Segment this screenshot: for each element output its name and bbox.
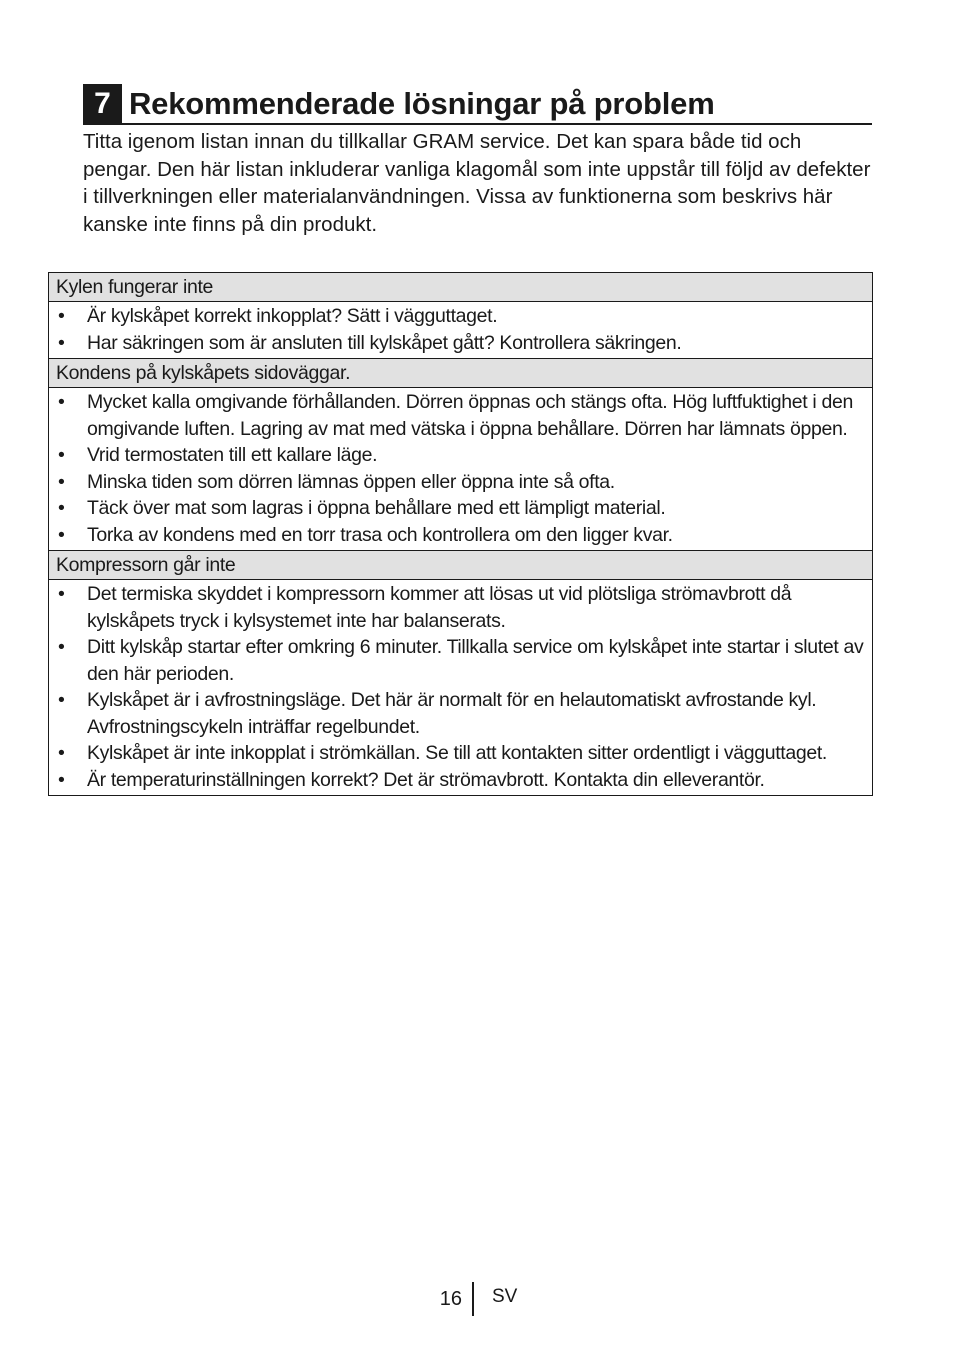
solution-item: • Minska tiden som dörren lämnas öppen eller öppna inte så ofta. bbox=[49, 469, 866, 496]
solution-item: • Är kylskåpet korrekt inkopplat? Sätt i vägguttaget. bbox=[49, 303, 866, 330]
section-title: Rekommenderade lösningar på problem bbox=[129, 86, 715, 121]
problem-row bbox=[49, 551, 873, 580]
solution-list bbox=[49, 581, 866, 793]
solutions-cell bbox=[49, 580, 873, 796]
solutions-cell bbox=[49, 388, 873, 551]
page-footer bbox=[0, 1282, 954, 1316]
solution-list bbox=[49, 389, 866, 548]
solution-item: • Kylskåpet är i avfrostningsläge. Det här är normalt för en helautomatiskt avfrostande kyl. Avfrostningscykeln inträffar regelbundet. bbox=[49, 687, 866, 740]
section-header bbox=[83, 83, 872, 125]
solutions-row bbox=[49, 302, 873, 359]
solution-item: • Torka av kondens med en torr trasa och kontrollera om den ligger kvar. bbox=[49, 522, 866, 549]
language-code: SV bbox=[492, 1286, 518, 1307]
troubleshooting-table bbox=[48, 272, 873, 796]
solutions-row bbox=[49, 580, 873, 796]
solution-item: • Är temperaturinställningen korrekt? Det är strömavbrott. Kontakta din elleverantör. bbox=[49, 767, 866, 794]
problem-title: Kondens på kylskåpets sidoväggar. bbox=[49, 359, 873, 388]
problem-row bbox=[49, 273, 873, 302]
solution-item: • Ditt kylskåp startar efter omkring 6 minuter. Tillkalla service om kylskåpet inte startar i slutet av den här perioden. bbox=[49, 634, 866, 687]
solution-item: • Täck över mat som lagras i öppna behållare med ett lämpligt material. bbox=[49, 495, 866, 522]
solution-item: • Det termiska skyddet i kompressorn kommer att lösas ut vid plötsliga strömavbrott då kylskåpets tryck i kylsystemet inte har balanserats. bbox=[49, 581, 866, 634]
solutions-row bbox=[49, 388, 873, 551]
problem-title: Kylen fungerar inte bbox=[49, 273, 873, 302]
footer-divider bbox=[472, 1282, 474, 1316]
solution-item: • Mycket kalla omgivande förhållanden. Dörren öppnas och stängs ofta. Hög luftfuktighet i den omgivande luften. Lagring av mat med vätska i öppna behållare. Dörren har lämnats öppen. bbox=[49, 389, 866, 442]
problem-row bbox=[49, 359, 873, 388]
solution-item: • Kylskåpet är inte inkopplat i strömkällan. Se till att kontakten sitter ordentligt i vägguttaget. bbox=[49, 740, 866, 767]
page-number: 16 bbox=[439, 1288, 462, 1310]
solution-item: • Vrid termostaten till ett kallare läge. bbox=[49, 442, 866, 469]
intro-paragraph: Titta igenom listan innan du tillkallar GRAM service. Det kan spara både tid och pengar. Den här listan inkluderar vanliga klagomål som inte uppstår till följd av defekter i tillverkningen eller materialanvändningen. Vissa av funktionerna som beskrivs här kanske inte finns på din produkt. bbox=[83, 130, 871, 236]
solution-list bbox=[49, 303, 866, 356]
problem-title: Kompressorn går inte bbox=[49, 551, 873, 580]
solution-item: • Har säkringen som är ansluten till kylskåpet gått? Kontrollera säkringen. bbox=[49, 330, 866, 357]
solutions-cell bbox=[49, 302, 873, 359]
section-number: 7 bbox=[83, 84, 122, 123]
